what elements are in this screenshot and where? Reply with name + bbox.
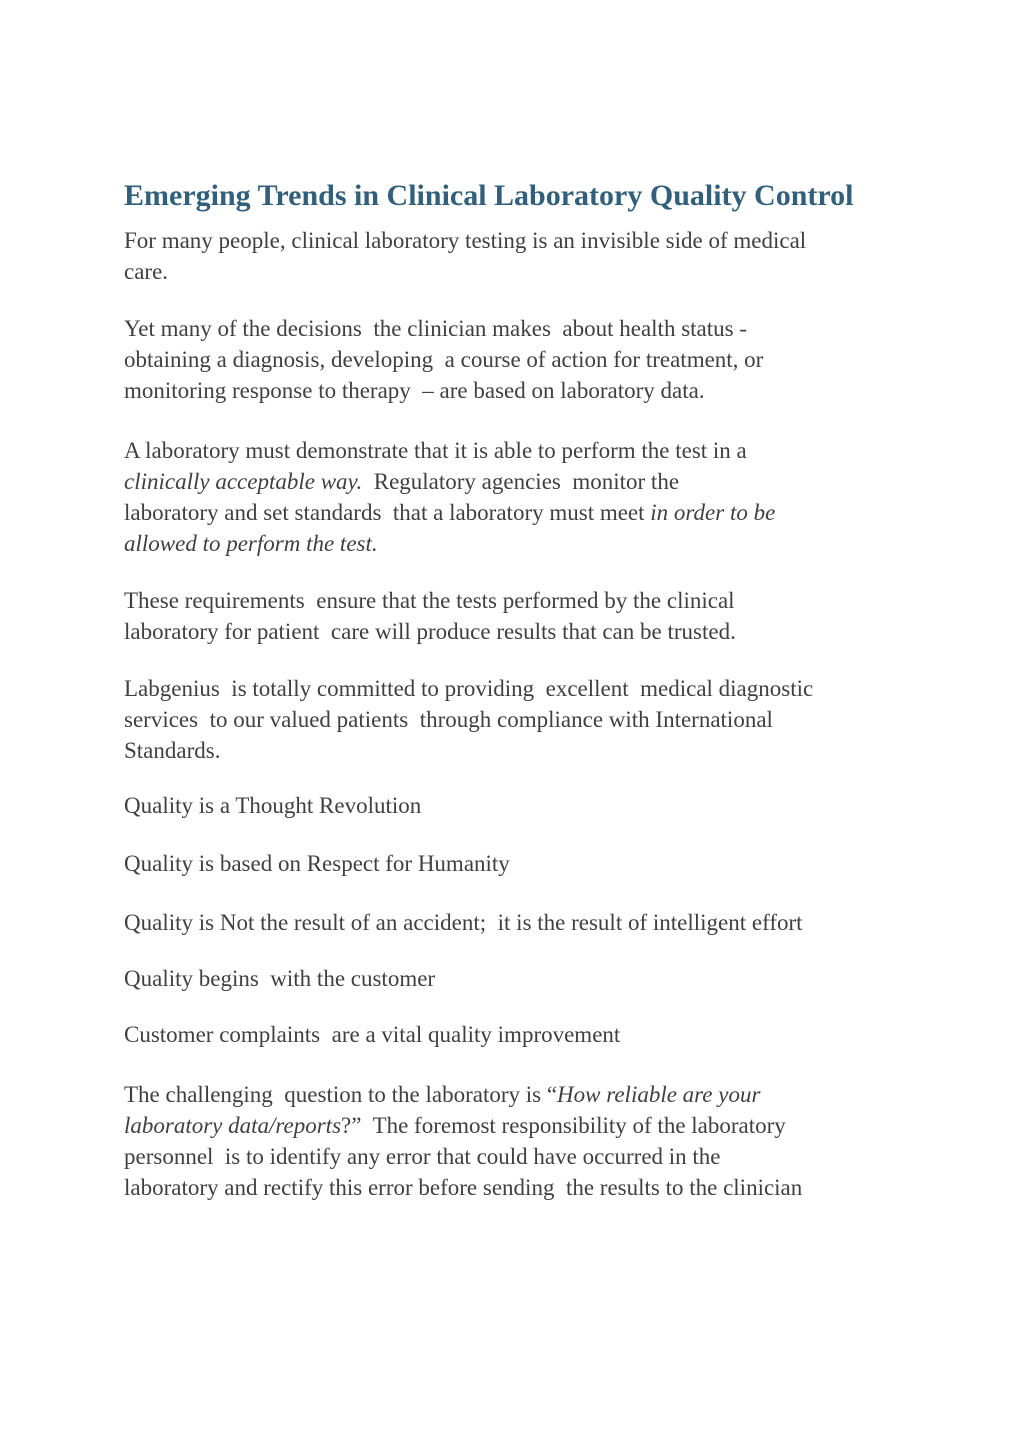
paragraph-labgenius — [124, 673, 914, 766]
document-title: Emerging Trends in Clinical Laboratory Quality Control — [124, 179, 854, 212]
paragraph-regulatory — [124, 435, 914, 559]
paragraph-intro — [124, 225, 914, 287]
text-line: These requirements ensure that the tests performed by the clinical — [124, 588, 735, 613]
italic-text: clinically acceptable way. — [124, 469, 363, 494]
text-line: Quality is Not the result of an accident; it is the result of intelligent effort — [124, 910, 803, 935]
paragraph-decisions — [124, 313, 914, 406]
text-line: monitoring response to therapy – are based on laboratory data. — [124, 378, 705, 403]
text-line: A laboratory must demonstrate that it is able to perform the test in a — [124, 438, 747, 463]
text-line: For many people, clinical laboratory testing is an invisible side of medical — [124, 228, 807, 253]
text-line: Quality is a Thought Revolution — [124, 793, 422, 818]
text-line: Standards. — [124, 738, 221, 763]
quality-statement — [124, 963, 914, 994]
text-line — [124, 528, 914, 559]
quality-statement — [124, 790, 914, 821]
text-line: personnel is to identify any error that could have occurred in the — [124, 1144, 721, 1169]
quality-statement — [124, 907, 914, 938]
italic-text: allowed to perform the test. — [124, 531, 378, 556]
text-line: Labgenius is totally committed to providing excellent medical diagnostic — [124, 676, 814, 701]
paragraph-requirements — [124, 585, 914, 647]
quality-statement — [124, 1019, 914, 1050]
text-line: services to our valued patients through compliance with International — [124, 707, 773, 732]
text-line — [124, 1079, 914, 1110]
italic-text: How reliable are your — [557, 1082, 761, 1107]
text-line: obtaining a diagnosis, developing a course of action for treatment, or — [124, 347, 764, 372]
quality-statement — [124, 848, 914, 879]
italic-text: laboratory data/reports — [124, 1113, 342, 1138]
text-run: laboratory and set standards that a laboratory must meet — [124, 500, 651, 525]
text-run: The challenging question to the laboratory is “ — [124, 1082, 558, 1107]
text-line — [124, 466, 914, 497]
text-run: Regulatory agencies monitor the — [362, 469, 680, 494]
text-line — [124, 497, 914, 528]
text-line: laboratory for patient care will produce results that can be trusted. — [124, 619, 736, 644]
text-line: Quality is based on Respect for Humanity — [124, 851, 510, 876]
text-line: Customer complaints are a vital quality improvement — [124, 1022, 621, 1047]
text-run: ?” The foremost responsibility of the laboratory — [341, 1113, 786, 1138]
text-line: Yet many of the decisions the clinician makes about health status - — [124, 316, 747, 341]
text-line — [124, 1110, 914, 1141]
document-page — [124, 177, 914, 1203]
italic-text: in order to be — [650, 500, 776, 525]
paragraph-challenge — [124, 1079, 914, 1203]
text-line: laboratory and rectify this error before sending the results to the clinician — [124, 1175, 803, 1200]
text-line: Quality begins with the customer — [124, 966, 436, 991]
text-line: care. — [124, 259, 169, 284]
